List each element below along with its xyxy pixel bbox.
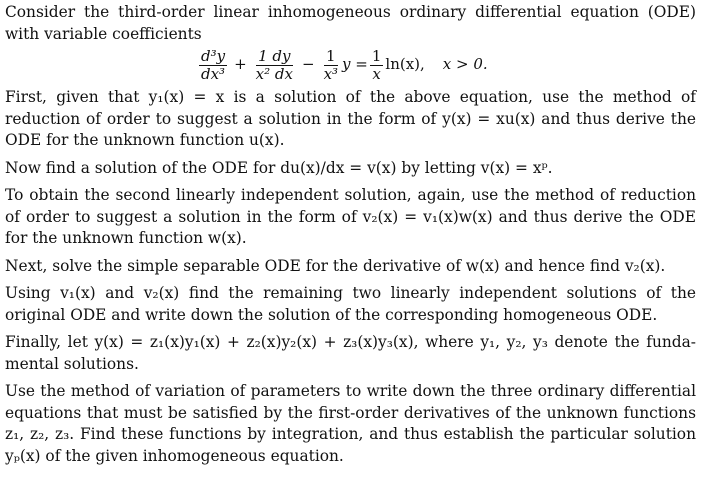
y-equals: y = xyxy=(342,55,368,74)
paragraph-homogeneous-solution: Using v₁(x) and v₂(x) find the remaining two linearly independent solutions of the original ODE and write down the solution of the corresponding homogeneous ODE. xyxy=(5,284,696,324)
term1-numerator: d³y xyxy=(201,46,226,65)
paragraph-second-solution: To obtain the second linearly independent solution, again, use the method of reduction of order to suggest a solution in the form of v₂(x) = v₁(x)w(x) and thus derive the ODE for the unknown function w(x). xyxy=(5,186,696,247)
paragraph-reduction-of-order: First, given that y₁(x) = x is a solution of the above equation, use the method of reduction of order to suggest a solution in the form of y(x) = xu(x) and thus derive the ODE for the unknown function u(x). xyxy=(5,88,696,149)
paragraph-variation-of-parameters: Use the method of variation of parameters to write down the three ordinary differential equations that must be satisfied by the first-order derivatives of the unknown functions z₁, z₂, z₃. Find these functions by integration, and thus establish the particular solution yₚ(x) of the given inhomogeneous equation. xyxy=(5,382,696,465)
rhs-numerator: 1 xyxy=(371,46,382,65)
term2-numerator: 1 dy xyxy=(258,46,291,65)
term3-numerator: 1 xyxy=(326,46,336,65)
coefficient-term xyxy=(322,46,340,83)
ode-equation xyxy=(5,45,696,85)
rhs-log: ln(x), xyxy=(385,55,425,74)
paragraph-fundamental-solutions: Finally, let y(x) = z₁(x)y₁(x) + z₂(x)y₂(x) + z₃(x)y₃(x), where y₁, y₂, y₃ denote the fundamental solutions. xyxy=(5,333,696,373)
first-derivative-term xyxy=(254,46,295,83)
term3-denominator: x³ xyxy=(323,64,339,83)
term1-denominator: dx³ xyxy=(201,64,226,83)
domain-condition: x > 0. xyxy=(442,55,488,74)
rhs-denominator: x xyxy=(372,64,381,83)
intro-paragraph: Consider the third-order linear inhomogeneous ordinary differential equation (ODE) with variable coefficients xyxy=(5,3,696,43)
paragraph-separable-ode: Next, solve the simple separable ODE for the derivative of w(x) and hence find v₂(x). xyxy=(5,256,666,275)
plus-sign: + xyxy=(234,55,247,74)
third-derivative-term xyxy=(199,46,227,83)
rhs-fraction xyxy=(370,46,384,83)
minus-sign: − xyxy=(301,55,315,74)
paragraph-power-solution: Now find a solution of the ODE for du(x)/dx = v(x) by letting v(x) = xᵖ. xyxy=(5,158,553,177)
term2-denominator: x² dx xyxy=(255,64,293,83)
